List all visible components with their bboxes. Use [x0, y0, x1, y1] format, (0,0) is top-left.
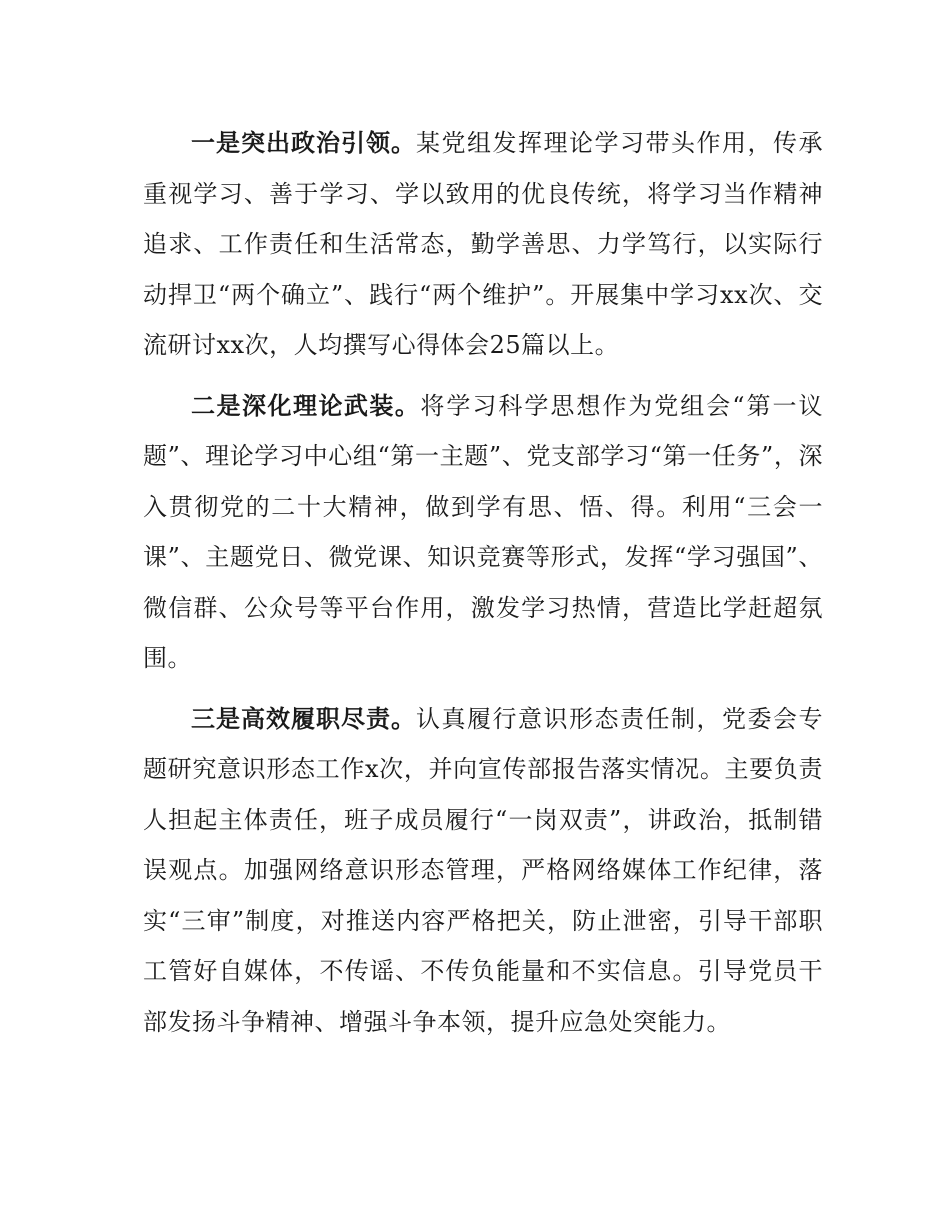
paragraph-3-heading: 三是高效履职尽责。	[191, 704, 416, 733]
paragraph-2-text: 将学习科学思想作为党组会“第一议题”、理论学习中心组“第一主题”、党支部学习“第一任务”，深入贯彻党的二十大精神，做到学有思、悟、得。利用“三会一课”、主题党日、微党课、知识竞赛等形式，发挥“学习强国”、微信群、公众号等平台作用，激发学习热情，营造比学赶超氛围。	[143, 391, 823, 672]
paragraph-3-text: 认真履行意识形态责任制，党委会专题研究意识形态工作x次，并向宣传部报告落实情况。主要负责人担起主体责任，班子成员履行“一岗双责”，讲政治，抵制错误观点。加强网络意识形态管理，严格网络媒体工作纪律，落实“三审”制度，对推送内容严格把关，防止泄密，引导干部职工管好自媒体，不传谣、不传负能量和不实信息。引导党员干部发扬斗争精神、增强斗争本领，提升应急处突能力。	[143, 704, 823, 1036]
paragraph-1	[143, 118, 823, 371]
paragraph-2	[143, 381, 823, 684]
document-body	[143, 118, 823, 1057]
paragraph-2-heading: 二是深化理论武装。	[191, 391, 421, 420]
paragraph-1-heading: 一是突出政治引领。	[191, 129, 416, 157]
paragraph-3	[143, 694, 823, 1048]
paragraph-1-text: 某党组发挥理论学习带头作用，传承重视学习、善于学习、学以致用的优良传统，将学习当作精神追求、工作责任和生活常态，勤学善思、力学笃行，以实际行动捍卫“两个确立”、践行“两个维护”。开展集中学习xx次、交流研讨xx次，人均撰写心得体会25篇以上。	[143, 129, 823, 359]
